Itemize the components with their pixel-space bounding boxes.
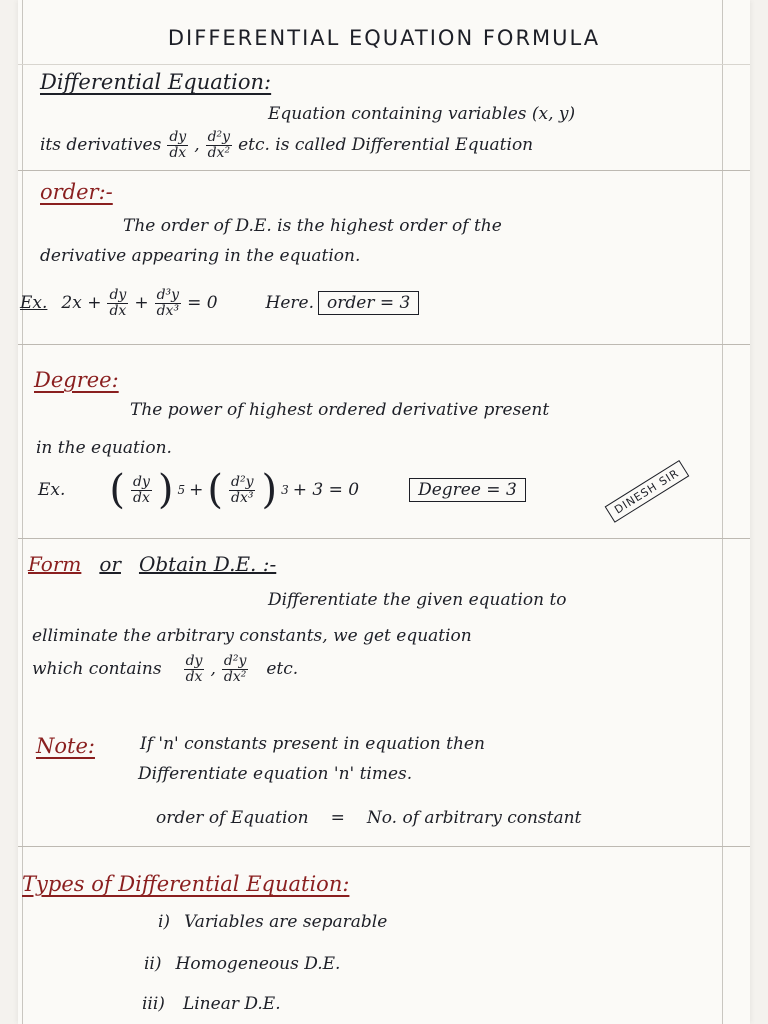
form-heading-b: Obtain D.E. :-: [138, 552, 277, 576]
dy-dx-fraction: [167, 130, 188, 160]
order-example: [20, 288, 419, 318]
form-line-1: Differentiate the given equation to: [268, 590, 567, 610]
plus-sign: +: [189, 480, 204, 500]
degree-line-2: in the equation.: [36, 438, 172, 458]
degree-result-box: Degree = 3: [409, 478, 526, 502]
note-line-2: Differentiate equation 'n' times.: [138, 764, 413, 784]
d3y-dx3-fraction: [155, 288, 181, 318]
example-label: Ex.: [20, 293, 48, 314]
fraction-denominator: dx: [169, 144, 187, 161]
fraction-numerator: dy: [185, 653, 203, 669]
rule-line: [18, 64, 750, 65]
close-paren: ): [157, 467, 174, 513]
list-item-text: Homogeneous D.E.: [175, 954, 341, 974]
degree-example: [38, 467, 526, 513]
form-line-2: elliminate the arbitrary constants, we get equation: [32, 626, 472, 646]
fraction-numerator: dy: [133, 473, 150, 490]
exponent: 5: [177, 483, 186, 497]
order-heading: order:-: [40, 180, 113, 204]
note-line-3: [156, 808, 581, 828]
author-stamp: DINESH SIR: [605, 460, 689, 522]
notebook-page: [18, 0, 750, 1024]
dy-dx-fraction: [184, 654, 205, 684]
form-line-3-suffix: etc.: [266, 659, 299, 680]
fraction-numerator: d³y: [156, 287, 180, 303]
order-example-end: = 0: [187, 293, 218, 314]
exponent: 3: [281, 483, 289, 497]
types-item-2: [144, 954, 340, 974]
note-label: Note:: [36, 734, 95, 758]
list-item-number: i): [158, 912, 171, 932]
plus-sign: +: [134, 293, 149, 314]
page-title: DIFFERENTIAL EQUATION FORMULA: [167, 26, 601, 50]
example-label: Ex.: [38, 480, 66, 500]
fraction-denominator: dx: [109, 302, 127, 319]
definition-line-2: its derivatives $\frac{dy}{dx}$ , $\frac{\text{d²y}}{\text{dx²}}$ etc. is called Differential Equation: [40, 129, 534, 161]
definition-line-1: Equation containing variables (x, y): [268, 104, 576, 124]
form-line-3-prefix: which contains: [32, 659, 162, 680]
order-line-1: The order of D.E. is the highest order of the: [123, 216, 502, 236]
here-label: Here.: [265, 293, 315, 314]
types-heading: Types of Differential Equation:: [22, 872, 350, 896]
fraction-denominator: dx³: [156, 302, 180, 319]
fraction-denominator: dx²: [207, 144, 231, 161]
order-result-box: order = 3: [318, 291, 419, 315]
equals-sign: =: [330, 808, 345, 828]
degree-line-1: The power of highest ordered derivative present: [130, 400, 550, 420]
fraction-denominator: dx: [185, 668, 203, 685]
section-divider: [18, 538, 750, 539]
fraction-numerator: d²y: [223, 653, 247, 669]
definition-line-2-suffix: etc. is called Differential Equation: [238, 135, 534, 156]
fraction-denominator: dx²: [223, 668, 247, 685]
definition-line-2-prefix: its derivatives: [40, 135, 162, 156]
form-line-3: which contains $\frac{dy}{dx}$ , $\frac{\text{d²y}}{\text{dx²}}$ etc.: [32, 653, 299, 685]
dy-dx-fraction: [131, 475, 152, 505]
types-item-3: [142, 994, 281, 1014]
close-paren: ): [261, 467, 278, 513]
section-divider: [18, 846, 750, 847]
fraction-numerator: dy: [169, 129, 187, 145]
section-divider: [18, 344, 750, 345]
form-heading-or: or: [99, 552, 121, 576]
form-heading: [28, 552, 276, 576]
list-item-number: iii): [142, 994, 165, 1014]
order-example-term: 2x +: [61, 293, 102, 314]
definition-heading: Differential Equation:: [40, 70, 272, 94]
d2y-dx3-fraction: [229, 475, 255, 505]
form-heading-a: Form: [28, 552, 82, 576]
list-item-text: Variables are separable: [184, 912, 388, 932]
fraction-numerator: dy: [109, 287, 127, 303]
dy-dx-fraction: [107, 288, 128, 318]
note-line-1: If 'n' constants present in equation then: [140, 734, 485, 754]
note-line-3-right: No. of arbitrary constant: [366, 808, 582, 828]
fraction-numerator: d²y: [231, 473, 254, 490]
list-item-number: ii): [144, 954, 162, 974]
fraction-denominator: dx: [133, 489, 150, 506]
section-divider: [18, 170, 750, 171]
open-paren: (: [109, 467, 126, 513]
types-item-1: [158, 912, 387, 932]
open-paren: (: [207, 467, 223, 513]
margin-line-right: [722, 0, 723, 1024]
note-line-3-left: order of Equation: [156, 808, 309, 828]
d2y-dx2-fraction: [222, 654, 248, 684]
d2y-dx2-fraction: [206, 130, 232, 160]
degree-heading: Degree:: [34, 368, 119, 392]
fraction-denominator: dx³: [231, 489, 254, 506]
fraction-numerator: d²y: [207, 129, 231, 145]
order-line-2: derivative appearing in the equation.: [40, 246, 361, 266]
degree-example-end: + 3 = 0: [292, 480, 360, 500]
list-item-text: Linear D.E.: [182, 994, 281, 1014]
margin-line-left: [22, 0, 23, 1024]
